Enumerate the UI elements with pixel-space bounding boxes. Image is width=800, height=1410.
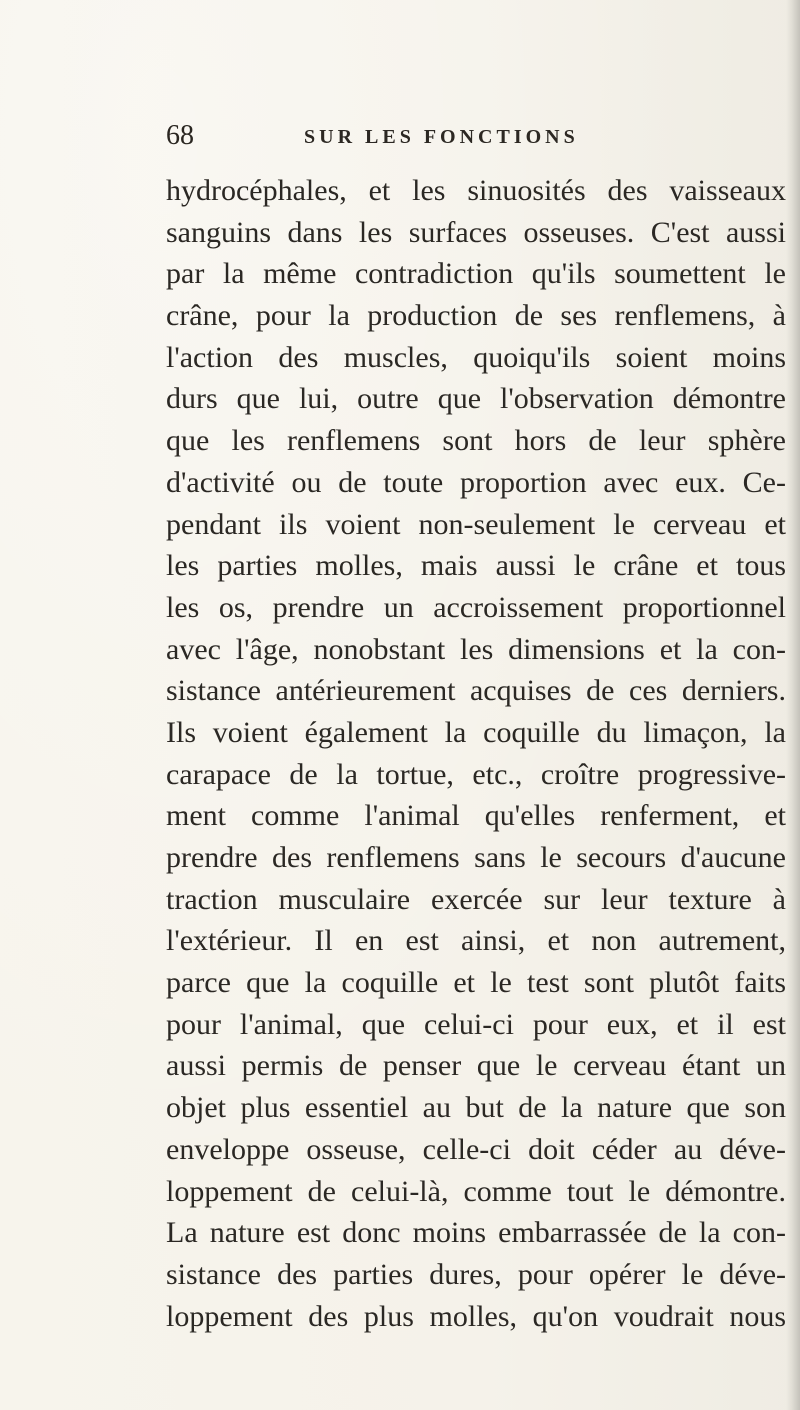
text-line: l'action des muscles, quoiqu'ils soient moins — [166, 340, 786, 374]
text-line: pendant ils voient non-seulement le cerveau et — [166, 507, 786, 541]
text-line: ment comme l'animal qu'elles renferment, et — [166, 799, 786, 833]
text-line: l'extérieur. Il en est ainsi, et non autrement, — [166, 924, 786, 958]
text-line: pour l'animal, que celui-ci pour eux, et il est — [166, 1007, 786, 1041]
text-line: sanguins dans les surfaces osseuses. C'est aussi — [166, 215, 786, 249]
text-line: traction musculaire exercée sur leur texture à — [166, 882, 786, 916]
running-title: SUR LES FONCTIONS — [304, 126, 579, 148]
page-number: 68 — [166, 120, 194, 151]
body-text — [166, 170, 786, 1337]
text-line: avec l'âge, nonobstant les dimensions et la con- — [166, 632, 786, 666]
text-line: par la même contradiction qu'ils soumettent le — [166, 257, 786, 291]
text-line: aussi permis de penser que le cerveau étant un — [166, 1049, 786, 1083]
text-line: les os, prendre un accroissement proportionnel — [166, 590, 786, 624]
text-line: loppement des plus molles, qu'on voudrait nous — [166, 1299, 786, 1333]
text-line: durs que lui, outre que l'observation démontre — [166, 382, 786, 416]
text-line: carapace de la tortue, etc., croître progressive- — [166, 757, 786, 791]
text-line: Ils voient également la coquille du limaçon, la — [166, 715, 786, 749]
text-line: prendre des renflemens sans le secours d'aucune — [166, 841, 786, 874]
text-line: les parties molles, mais aussi le crâne et tous — [166, 549, 786, 583]
text-line: loppement de celui-là, comme tout le démontre. — [166, 1174, 786, 1208]
page-edge-shadow — [786, 0, 800, 1410]
text-line: crâne, pour la production de ses renflemens, à — [166, 299, 786, 333]
text-line: parce que la coquille et le test sont plutôt faits — [166, 966, 786, 1000]
text-line: enveloppe osseuse, celle-ci doit céder au déve- — [166, 1132, 786, 1166]
text-line: sistance antérieurement acquises de ces derniers. — [166, 674, 786, 708]
running-head — [166, 116, 686, 156]
text-line: hydrocéphales, et les sinuosités des vaisseaux — [166, 174, 786, 207]
text-line: La nature est donc moins embarrassée de la con- — [166, 1216, 786, 1250]
text-line: objet plus essentiel au but de la nature que son — [166, 1091, 786, 1125]
text-line: d'activité ou de toute proportion avec eux. Ce- — [166, 465, 786, 499]
text-line: que les renflemens sont hors de leur sphère — [166, 424, 786, 458]
text-line: sistance des parties dures, pour opérer le déve- — [166, 1257, 786, 1291]
